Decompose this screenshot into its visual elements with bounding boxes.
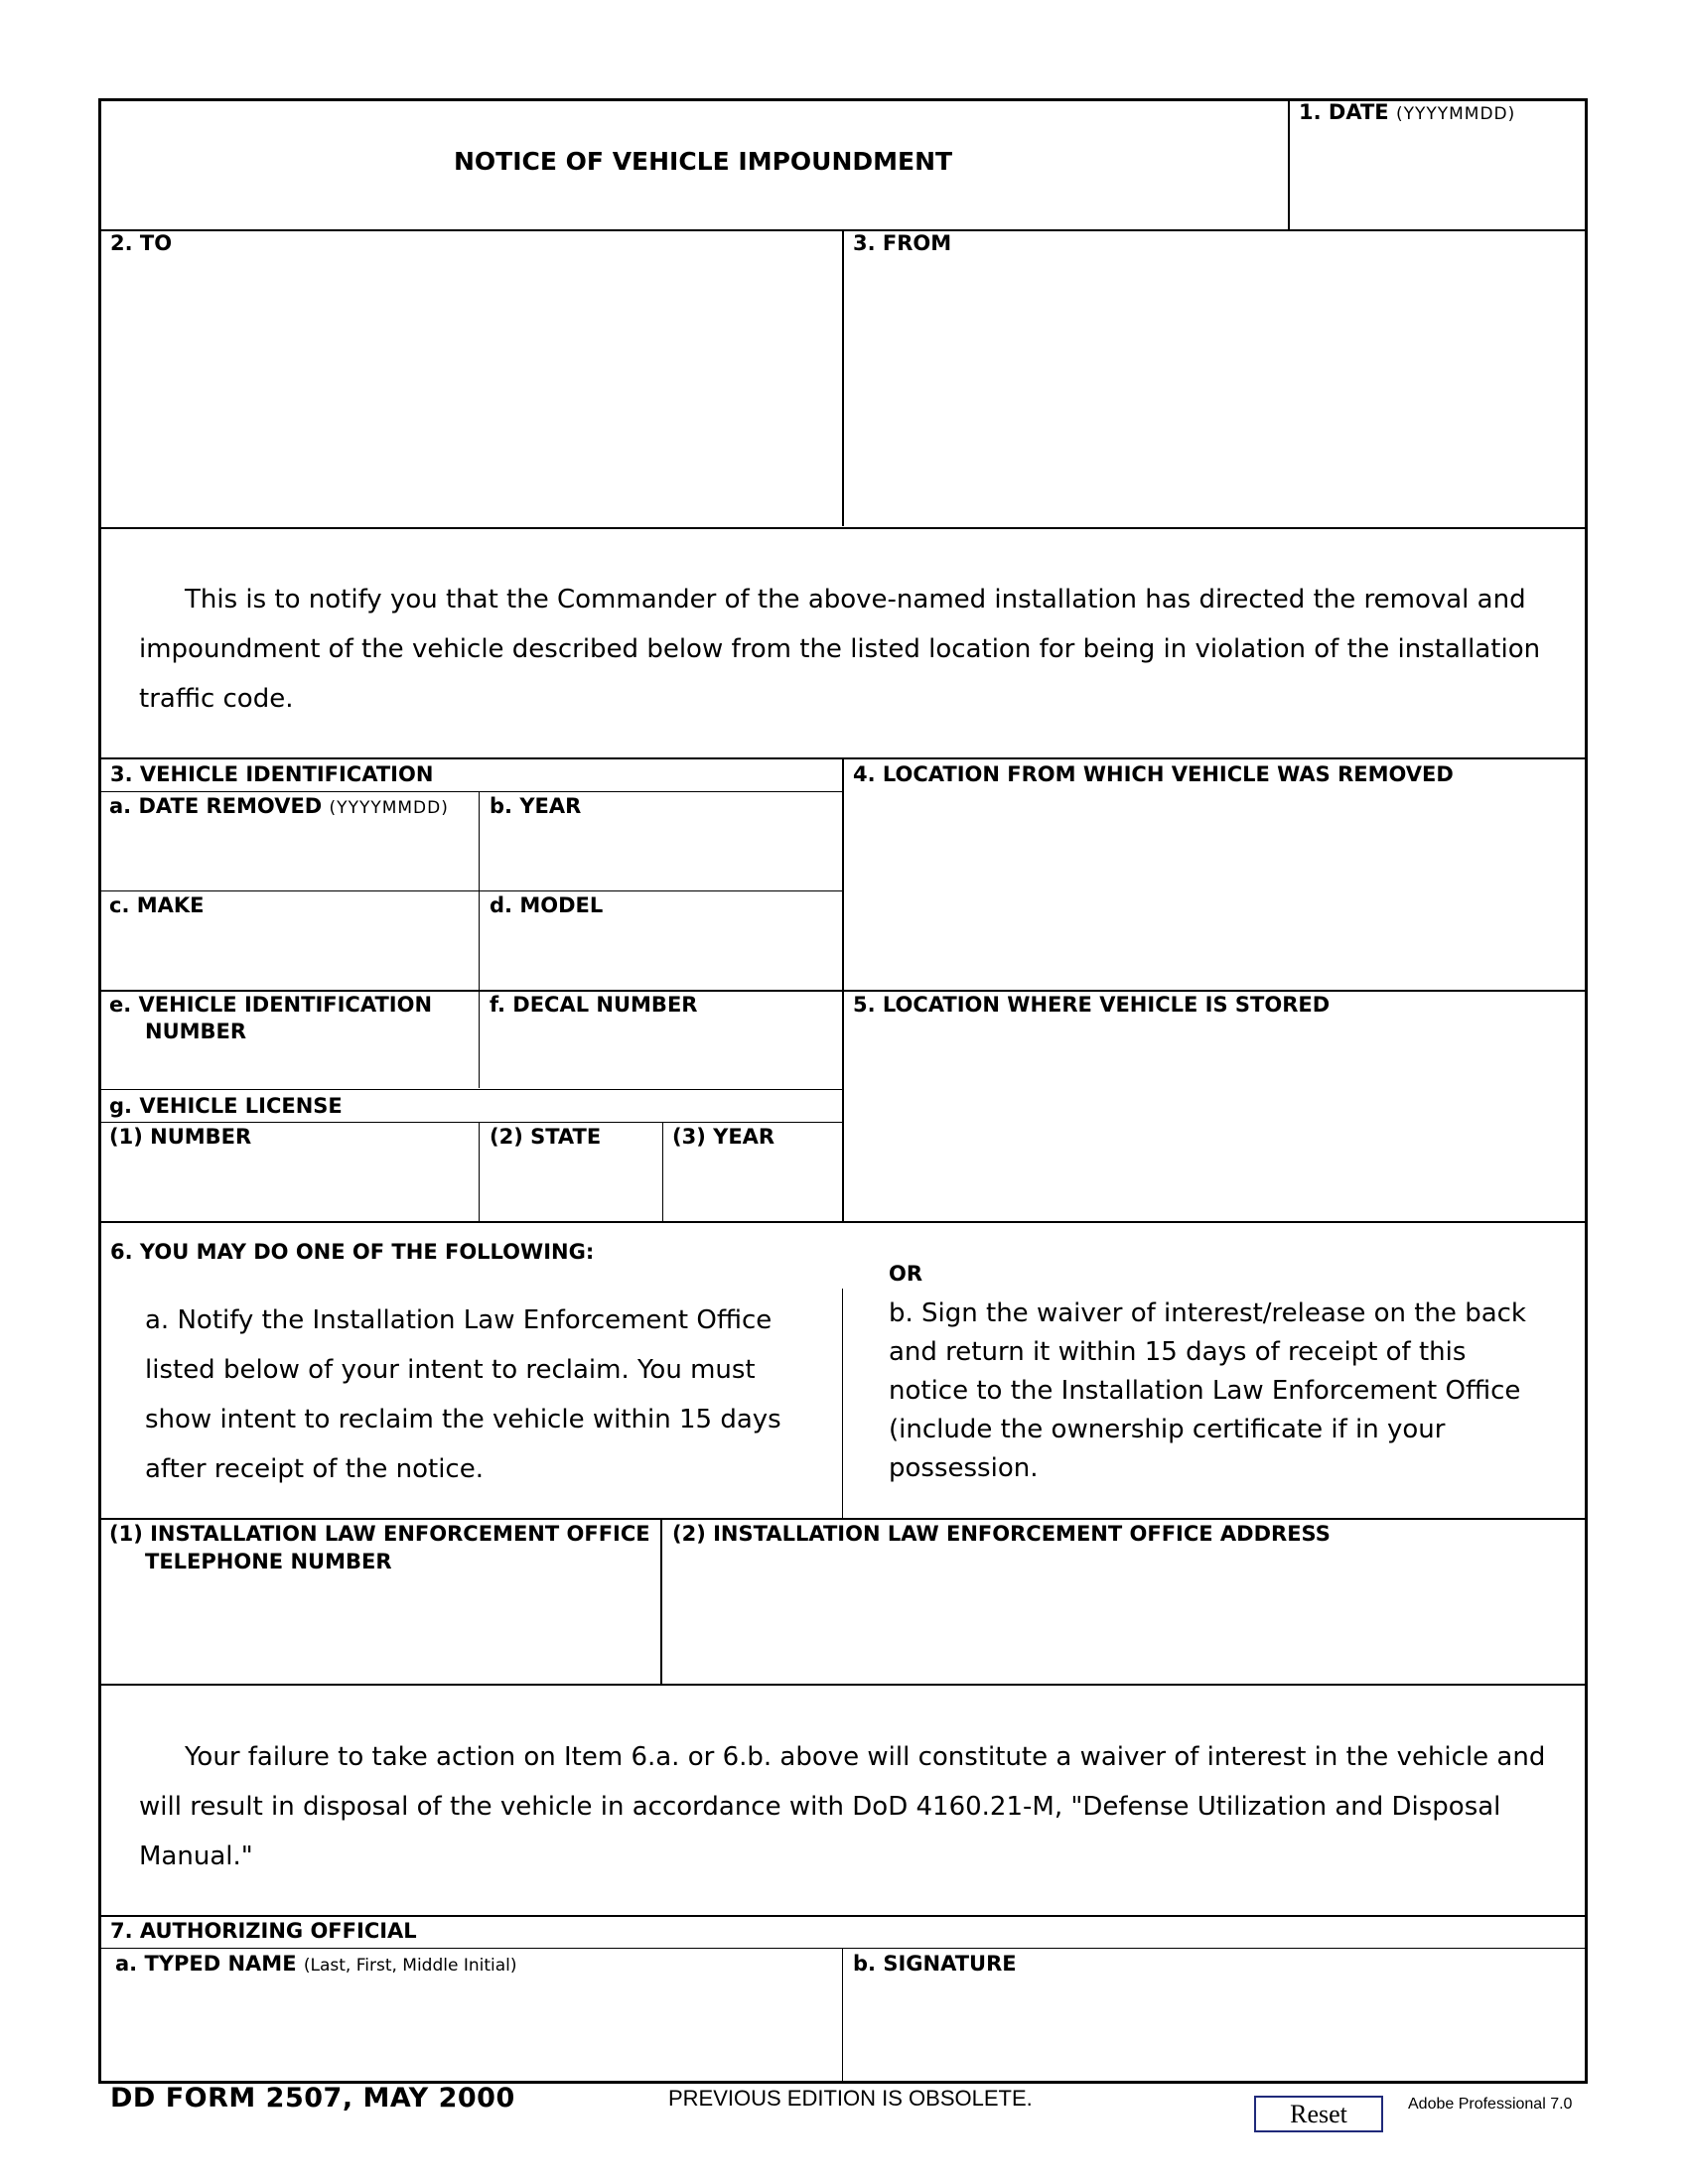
option-b-line: notice to the Installation Law Enforcement Office [889, 1376, 1521, 1406]
form-number: DD FORM 2507, MAY 2000 [110, 2083, 515, 2114]
option-a-line: a. Notify the Installation Law Enforcement Office [145, 1305, 773, 1335]
office-phone-label-line2: TELEPHONE NUMBER [145, 1550, 392, 1573]
divider [660, 1519, 662, 1684]
option-b-line: and return it within 15 days of receipt of this [889, 1337, 1467, 1367]
office-address-label: (2) INSTALLATION LAW ENFORCEMENT OFFICE ADDRESS [672, 1522, 1331, 1546]
or-label: OR [889, 1262, 923, 1286]
license-number-label: (1) NUMBER [109, 1125, 252, 1149]
office-address-field[interactable] [663, 1551, 1585, 1682]
reset-button[interactable]: Reset [1254, 2096, 1383, 2132]
option-a-line: after receipt of the notice. [145, 1454, 484, 1484]
license-state-label: (2) STATE [490, 1125, 602, 1149]
location-removed-field[interactable] [845, 791, 1585, 988]
item2-to-label: 2. TO [110, 231, 173, 255]
notice-paragraph: This is to notify you that the Commander of the above-named installation has directed the removal and impoundment of the vehicle described below from the listed location for being in violation of the installation traffic code. [139, 585, 1541, 714]
divider [479, 792, 480, 1088]
date-removed-label: a. DATE REMOVED (YYYYMMDD) [109, 794, 449, 818]
signature-field[interactable] [845, 1979, 1585, 2081]
year-label: b. YEAR [490, 794, 582, 818]
item4-location-removed-label: 4. LOCATION FROM WHICH VEHICLE WAS REMOVED [853, 762, 1454, 786]
option-a-line: listed below of your intent to reclaim. You must [145, 1355, 756, 1385]
to-field[interactable] [101, 260, 840, 524]
divider [1288, 100, 1290, 230]
office-phone-field[interactable] [102, 1578, 658, 1682]
divider [100, 791, 843, 792]
item6-heading: 6. YOU MAY DO ONE OF THE FOLLOWING: [110, 1240, 595, 1264]
item3-from-label: 3. FROM [853, 231, 952, 255]
decal-number-field[interactable] [482, 1019, 841, 1088]
item7-heading: 7. AUTHORIZING OFFICIAL [110, 1919, 417, 1943]
date-removed-field[interactable] [102, 820, 477, 889]
option-b-line: b. Sign the waiver of interest/release on the back [889, 1298, 1526, 1328]
divider [100, 1518, 1586, 1520]
divider [100, 1221, 1586, 1223]
item5-location-stored-label: 5. LOCATION WHERE VEHICLE IS STORED [853, 993, 1331, 1017]
divider [842, 1949, 843, 2082]
typed-name-label: a. TYPED NAME (Last, First, Middle Initial) [115, 1952, 517, 1976]
make-label: c. MAKE [109, 893, 205, 917]
model-label: d. MODEL [490, 893, 604, 917]
item1-label: 1. DATE (YYYYMMDD) [1299, 100, 1516, 124]
divider [662, 1123, 663, 1222]
divider [842, 230, 844, 526]
option-b-line: possession. [889, 1453, 1039, 1483]
option-b-text [889, 1295, 1526, 1488]
vin-field[interactable] [102, 1045, 477, 1088]
decal-number-label: f. DECAL NUMBER [490, 993, 698, 1017]
divider [100, 1122, 843, 1123]
failure-paragraph: Your failure to take action on Item 6.a. or 6.b. above will constitute a waiver of interest in the vehicle and will result in disposal of the vehicle in accordance with DoD 4160.21-M, "Defense Utilization and Disposal Manual." [139, 1742, 1546, 1871]
license-state-field[interactable] [482, 1152, 660, 1219]
typed-name-field[interactable] [102, 1979, 840, 2081]
date-field[interactable] [1291, 127, 1585, 228]
divider [100, 890, 843, 891]
vehicle-identification-heading: 3. VEHICLE IDENTIFICATION [110, 762, 434, 786]
vehicle-license-label: g. VEHICLE LICENSE [109, 1094, 343, 1118]
option-b-line: (include the ownership certificate if in your [889, 1415, 1446, 1444]
divider [842, 1289, 843, 1518]
license-year-label: (3) YEAR [672, 1125, 775, 1149]
signature-label: b. SIGNATURE [853, 1952, 1017, 1976]
divider [100, 1915, 1586, 1917]
divider [100, 1948, 1586, 1949]
divider [100, 1684, 1586, 1686]
location-stored-field[interactable] [845, 1021, 1585, 1219]
model-field[interactable] [482, 919, 841, 989]
make-field[interactable] [102, 919, 477, 989]
vin-label: e. VEHICLE IDENTIFICATION [109, 993, 433, 1017]
divider [479, 1123, 480, 1222]
option-a-line: show intent to reclaim the vehicle within 15 days [145, 1405, 781, 1434]
license-number-field[interactable] [102, 1152, 477, 1219]
from-field[interactable] [845, 260, 1585, 524]
year-field[interactable] [482, 820, 841, 889]
divider [100, 527, 1586, 529]
form-title: NOTICE OF VEHICLE IMPOUNDMENT [454, 147, 953, 176]
software-note: Adobe Professional 7.0 [1408, 2096, 1573, 2113]
license-year-field[interactable] [665, 1152, 841, 1219]
vin-label-line2: NUMBER [145, 1020, 247, 1043]
office-phone-label: (1) INSTALLATION LAW ENFORCEMENT OFFICE [109, 1522, 650, 1546]
divider [100, 1089, 843, 1090]
option-a-text [145, 1296, 781, 1494]
edition-note: PREVIOUS EDITION IS OBSOLETE. [668, 2086, 1033, 2111]
